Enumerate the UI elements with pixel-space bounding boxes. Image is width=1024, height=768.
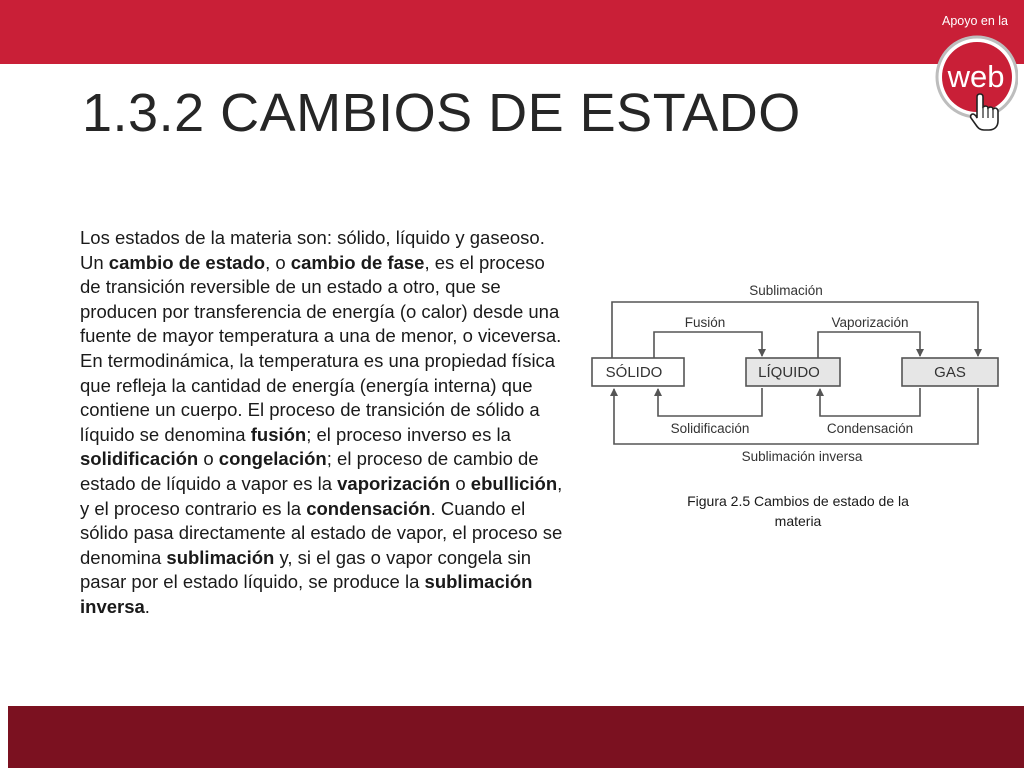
paragraph-text: . Cuando el sólido pasa directamente al estado de vapor, el proceso se denomina [80, 497, 563, 568]
footer-edge [0, 706, 8, 768]
state-solid-box [592, 358, 684, 386]
logo-badge-text: Apoyo en la [941, 14, 1009, 28]
logo-word: web [947, 59, 1005, 94]
key-term: congelación [218, 448, 327, 470]
key-term: fusión [250, 423, 307, 445]
paragraph-text: ; el proceso de cambio de estado de líquido a vapor es la [80, 448, 539, 494]
state-solid-label: SÓLIDO [605, 364, 663, 381]
key-term: sublimación [166, 546, 275, 568]
label-fusion: Fusión [684, 315, 726, 330]
key-term: condensación [306, 497, 431, 519]
phase-change-diagram [588, 276, 1008, 470]
footer-band [0, 706, 1024, 768]
figure-caption: Figura 2.5 Cambios de estado de la materia [687, 493, 909, 529]
key-term: solidificación [80, 448, 199, 470]
solidification-arrow [658, 388, 762, 416]
body-paragraph [80, 226, 565, 620]
paragraph-text: o [450, 472, 471, 494]
paragraph-text: . [144, 595, 150, 617]
state-liquid-label: LÍQUIDO [758, 364, 820, 381]
paragraph-text: y, si el gas o vapor congela sin pasar por el estado líquido, se produce la [80, 546, 532, 593]
state-gas-label: GAS [934, 364, 966, 381]
slide-title: 1.3.2 CAMBIOS DE ESTADO [82, 83, 801, 143]
state-gas-box [902, 358, 998, 386]
state-liquid-box [746, 358, 840, 386]
sublimation-arrow [612, 302, 978, 358]
key-term: sublimación inversa [80, 571, 533, 617]
paragraph-text: Los estados de la materia son: sólido, líquido y gaseoso. Un [80, 227, 545, 273]
label-inverse-sublimation: Sublimación inversa [741, 449, 863, 464]
label-vaporization: Vaporización [831, 315, 909, 330]
key-term: cambio de fase [290, 251, 425, 273]
key-term: ebullición [470, 472, 558, 494]
paragraph-text: , y el proceso contrario es la [80, 472, 563, 519]
paragraph-text: , es el proceso de transición reversible de un estado a otro, que se producen por transferencia de energía (o calor) desde una fuente de mayor temperatura a una de menor, o viceversa. En termodinámica, la temperatura es una propiedad física que refleja la cantidad de energía (energía interna) que contiene un cuerpo. El proceso de transición de sólido a líquido se denomina [80, 251, 562, 445]
header-band [0, 0, 1024, 64]
paragraph-text: o [198, 448, 219, 470]
condensation-arrow [820, 388, 920, 416]
label-condensation: Condensación [826, 421, 914, 436]
paragraph-text: , o [265, 251, 291, 273]
vaporization-arrow [818, 332, 920, 358]
key-term: vaporización [337, 472, 451, 494]
label-solidification: Solidificación [670, 421, 750, 436]
paragraph-text: ; el proceso inverso es la [306, 423, 511, 445]
key-term: cambio de estado [108, 251, 266, 273]
fusion-arrow [654, 332, 762, 358]
web-support-logo[interactable] [932, 6, 1018, 138]
label-sublimation: Sublimación [749, 283, 823, 298]
